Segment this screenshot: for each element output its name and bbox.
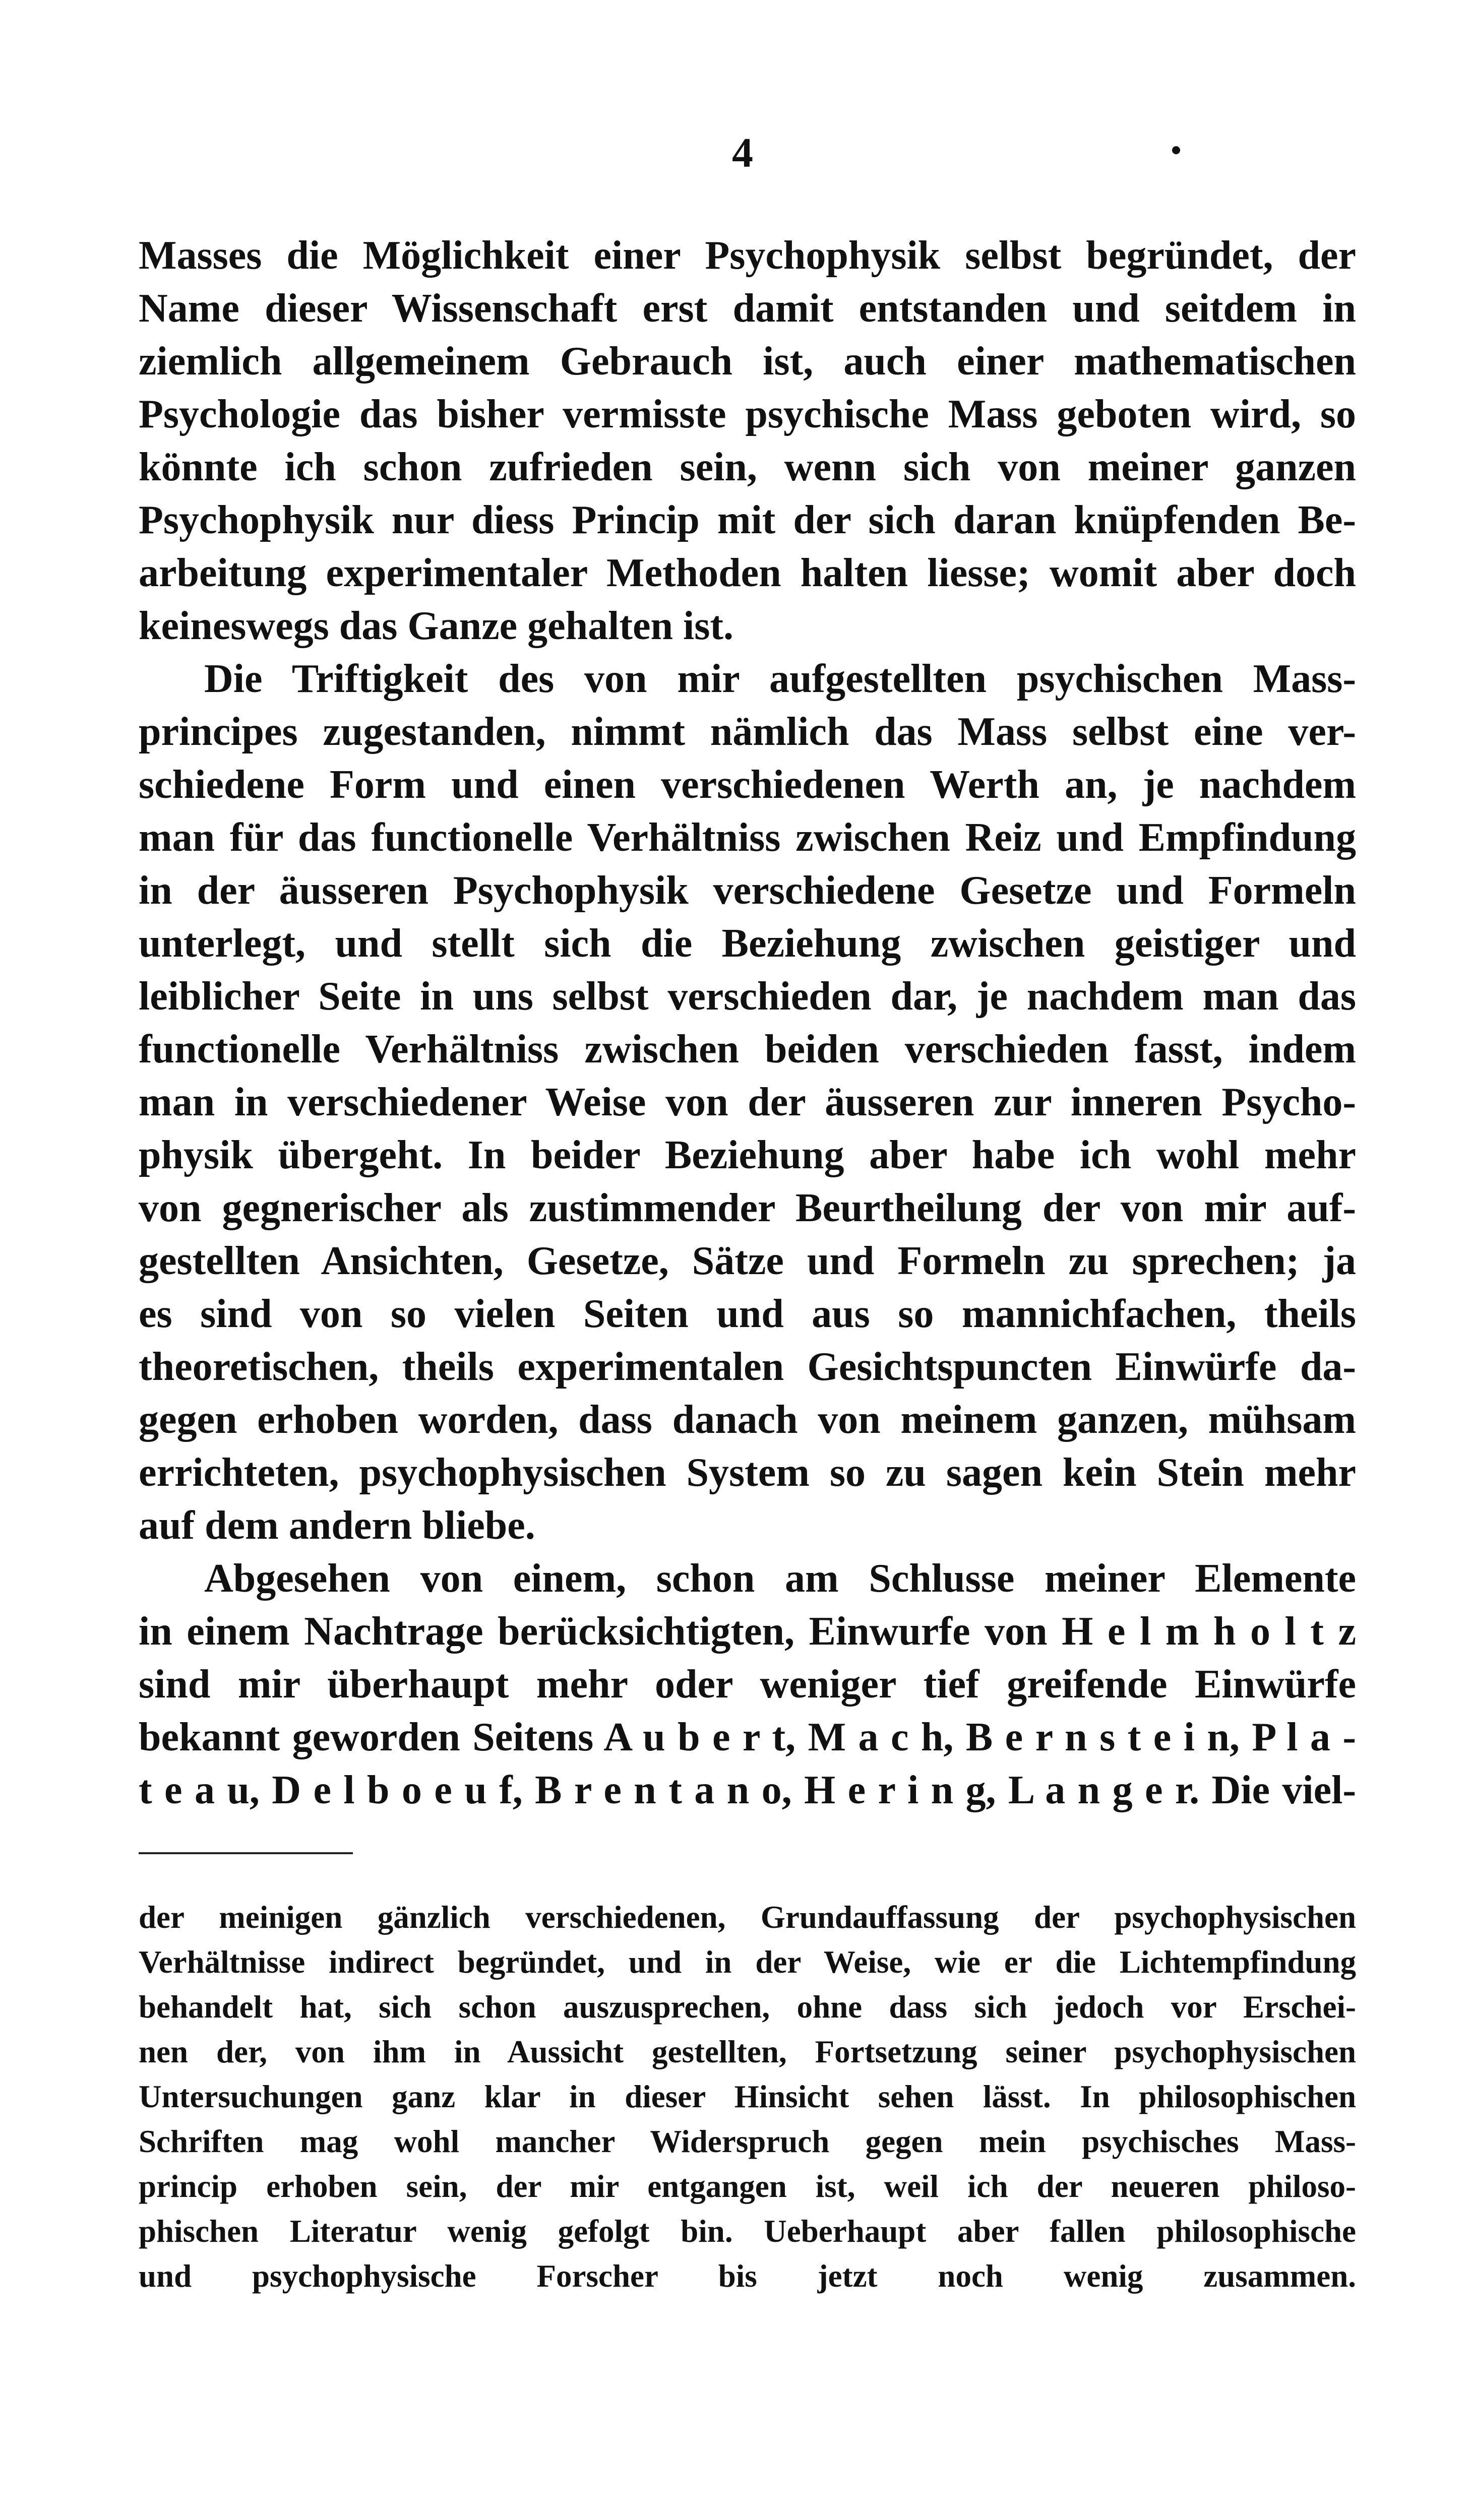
footnote-line: Verhältnisse indirect begründet, und in der Weise, wie er die Lichtempfindung [139, 1944, 1356, 1980]
footnote-rule [139, 1852, 353, 1854]
text-line: auf dem andern bliebe. [139, 1503, 535, 1548]
text-line: gegen erhoben worden, dass danach von meinem ganzen, mühsam [139, 1398, 1356, 1442]
text-line: ziemlich allgemeinem Gebrauch ist, auch einer mathematischen [139, 339, 1356, 384]
text-line: keineswegs das Ganze gehalten ist. [139, 604, 733, 648]
text-line: Psychologie das bisher vermisste psychische Mass geboten wird, so [139, 392, 1356, 436]
text-line: Die Triftigkeit des von mir aufgestellten psychischen Mass- [204, 657, 1356, 701]
text-line: von gegnerischer als zustimmender Beurtheilung der von mir auf- [139, 1186, 1356, 1230]
text-line: leiblicher Seite in uns selbst verschieden dar, je nachdem man das [139, 974, 1356, 1019]
page-number: 4 [732, 130, 753, 176]
text-line: Name dieser Wissenschaft erst damit entstanden und seitdem in [139, 286, 1356, 331]
text-line: Abgesehen von einem, schon am Schlusse meiner Elemente [204, 1556, 1356, 1601]
text-line: Masses die Möglichkeit einer Psychophysik selbst begründet, der [139, 233, 1356, 278]
text-line: arbeitung experimentaler Methoden halten liesse; womit aber doch [139, 551, 1356, 595]
text-line: gestellten Ansichten, Gesetze, Sätze und Formeln zu sprechen; ja [139, 1239, 1356, 1283]
footnote-line: princip erhoben sein, der mir entgangen ist, weil ich der neueren philoso- [139, 2169, 1356, 2204]
text-line: Psychophysik nur diess Princip mit der sich daran knüpfenden Be- [139, 498, 1356, 542]
text-line: theoretischen, theils experimentalen Gesichtspuncten Einwürfe da- [139, 1345, 1356, 1389]
text-line: es sind von so vielen Seiten und aus so mannichfachen, theils [139, 1292, 1356, 1336]
footnote-line: Schriften mag wohl mancher Widerspruch gegen mein psychisches Mass- [139, 2124, 1356, 2159]
ink-dot-mark [1172, 146, 1180, 154]
text-line: man für das functionelle Verhältniss zwischen Reiz und Empfindung [139, 815, 1356, 860]
text-line: bekannt geworden Seitens A u b e r t, M a c h, B e r n s t e i n, P l a - [139, 1715, 1356, 1759]
footnote-line: Untersuchungen ganz klar in dieser Hinsicht sehen lässt. In philosophischen [139, 2079, 1356, 2114]
text-line: functionelle Verhältniss zwischen beiden verschieden fasst, indem [139, 1027, 1356, 1072]
main-text [139, 229, 1356, 1817]
text-line: t e a u, D e l b o e u f, B r e n t a n o, H e r i n g, L a n g e r. Die viel- [139, 1768, 1356, 1812]
text-line: principes zugestanden, nimmt nämlich das Mass selbst eine ver- [139, 710, 1356, 754]
text-line: errichteten, psychophysischen System so zu sagen kein Stein mehr [139, 1451, 1356, 1495]
footnote-text [139, 1895, 1356, 2299]
text-line: man in verschiedener Weise von der äusseren zur inneren Psycho- [139, 1080, 1356, 1124]
text-line: sind mir überhaupt mehr oder weniger tief greifende Einwürfe [139, 1662, 1356, 1707]
text-line: in der äusseren Psychophysik verschiedene Gesetze und Formeln [139, 868, 1356, 913]
footnote-line: phischen Literatur wenig gefolgt bin. Ueberhaupt aber fallen philosophische [139, 2214, 1356, 2249]
footnote-line: behandelt hat, sich schon auszusprechen, ohne dass sich jedoch vor Erschei- [139, 1989, 1356, 2025]
footnote-line: und psychophysische Forscher bis jetzt noch wenig zusammen. [139, 2258, 1356, 2294]
text-line: unterlegt, und stellt sich die Beziehung zwischen geistiger und [139, 921, 1356, 966]
footnote-line: nen der, von ihm in Aussicht gestellten, Fortsetzung seiner psychophysischen [139, 2034, 1356, 2069]
text-line: könnte ich schon zufrieden sein, wenn sich von meiner ganzen [139, 445, 1356, 489]
text-line: physik übergeht. In beider Beziehung aber habe ich wohl mehr [139, 1133, 1356, 1177]
text-line: schiedene Form und einen verschiedenen Werth an, je nachdem [139, 763, 1356, 807]
text-line: in einem Nachtrage berücksichtigten, Einwurfe von H e l m h o l t z [139, 1609, 1356, 1654]
footnote-line: der meinigen gänzlich verschiedenen, Grundauffassung der psychophysischen [139, 1900, 1356, 1935]
